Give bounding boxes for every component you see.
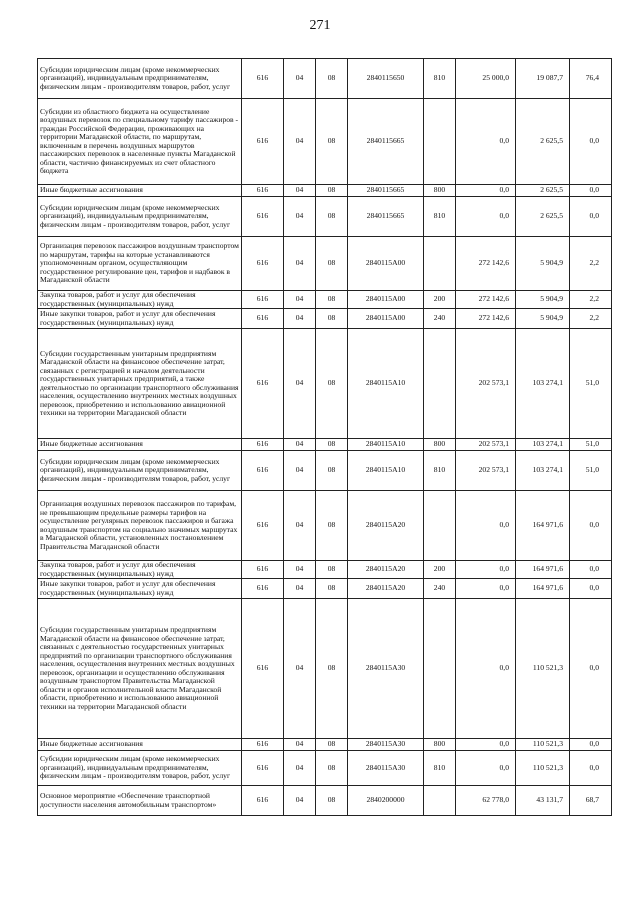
cell-expense-type (424, 329, 456, 439)
cell-target-article: 2840115A20 (348, 579, 424, 599)
cell-percent: 2,2 (570, 237, 612, 291)
table-row (38, 491, 612, 561)
cell-plan: 0,0 (456, 599, 516, 739)
cell-expense-type (424, 599, 456, 739)
cell-expense-type: 810 (424, 451, 456, 491)
table-row (38, 237, 612, 291)
cell-executed: 164 971,6 (516, 579, 570, 599)
cell-percent: 51,0 (570, 329, 612, 439)
cell-executed: 103 274,1 (516, 329, 570, 439)
cell-executed: 103 274,1 (516, 451, 570, 491)
cell-expense-type (424, 491, 456, 561)
cell-vedomstvo: 616 (242, 59, 284, 99)
cell-vedomstvo: 616 (242, 451, 284, 491)
table-row (38, 99, 612, 185)
cell-vedomstvo: 616 (242, 185, 284, 197)
cell-target-article: 2840115A00 (348, 237, 424, 291)
cell-executed: 110 521,3 (516, 599, 570, 739)
row-name: Субсидии государственным унитарным предприятиям Магаданской области на финансовое обеспечение затрат, связанных с регистрацией и началом деятельности государственных унитарных предприятий, а также деятельностью по организации транспортного обслуживания населения, осуществлению внутренних местных воздушных перевозок, приобретению и использованию авиационной техники на территории Магаданской области (38, 329, 242, 439)
row-name: Закупка товаров, работ и услуг для обеспечения государственных (муниципальных) нужд (38, 291, 242, 309)
cell-percent: 2,2 (570, 291, 612, 309)
table-row (38, 59, 612, 99)
row-name: Основное мероприятие «Обеспечение транспортной доступности населения автомобильным транспортом» (38, 786, 242, 816)
cell-executed: 103 274,1 (516, 439, 570, 451)
cell-razdel: 04 (284, 197, 316, 237)
table-row (38, 786, 612, 816)
cell-expense-type: 240 (424, 579, 456, 599)
cell-razdel: 04 (284, 599, 316, 739)
cell-percent: 0,0 (570, 197, 612, 237)
cell-target-article: 2840115A30 (348, 751, 424, 786)
table-row (38, 451, 612, 491)
cell-percent: 0,0 (570, 599, 612, 739)
cell-percent: 0,0 (570, 491, 612, 561)
cell-razdel: 04 (284, 291, 316, 309)
row-name: Субсидии юридическим лицам (кроме некоммерческих организаций), индивидуальным предпринимателям, физическим лицам - производителям товаров, работ, услуг (38, 451, 242, 491)
cell-razdel: 04 (284, 786, 316, 816)
cell-target-article: 2840115A20 (348, 561, 424, 579)
row-name: Иные бюджетные ассигнования (38, 185, 242, 197)
cell-plan: 0,0 (456, 185, 516, 197)
cell-razdel: 04 (284, 561, 316, 579)
cell-plan: 0,0 (456, 751, 516, 786)
cell-podrazdel: 08 (316, 197, 348, 237)
cell-podrazdel: 08 (316, 185, 348, 197)
cell-vedomstvo: 616 (242, 439, 284, 451)
row-name: Субсидии государственным унитарным предприятиям Магаданской области на финансовое обеспечение затрат, связанных с деятельностью государственных унитарных предприятий по организации транспортного обслуживания населения, осуществления внутренних местных воздушных перевозок, организации и осуществлению обслуживания воздушным транспортом Правительства Магаданской области и органов исполнительной власти Магаданской области, приобретению и использованию авиационной техники на территории Магаданской области (38, 599, 242, 739)
cell-percent: 51,0 (570, 451, 612, 491)
cell-executed: 5 904,9 (516, 237, 570, 291)
cell-executed: 2 625,5 (516, 185, 570, 197)
cell-percent: 0,0 (570, 751, 612, 786)
cell-vedomstvo: 616 (242, 291, 284, 309)
cell-plan: 272 142,6 (456, 237, 516, 291)
cell-percent: 0,0 (570, 99, 612, 185)
table-row (38, 561, 612, 579)
cell-target-article: 2840115A00 (348, 291, 424, 309)
cell-expense-type (424, 786, 456, 816)
cell-podrazdel: 08 (316, 451, 348, 491)
cell-percent: 68,7 (570, 786, 612, 816)
cell-target-article: 2840115A10 (348, 451, 424, 491)
cell-razdel: 04 (284, 309, 316, 329)
cell-podrazdel: 08 (316, 491, 348, 561)
cell-executed: 5 904,9 (516, 309, 570, 329)
cell-target-article: 2840115A20 (348, 491, 424, 561)
cell-executed: 164 971,6 (516, 561, 570, 579)
cell-vedomstvo: 616 (242, 329, 284, 439)
cell-expense-type: 200 (424, 291, 456, 309)
cell-podrazdel: 08 (316, 599, 348, 739)
row-name: Субсидии юридическим лицам (кроме некоммерческих организаций), индивидуальным предпринимателям, физическим лицам - производителям товаров, работ, услуг (38, 197, 242, 237)
cell-target-article: 2840115A10 (348, 439, 424, 451)
cell-percent: 2,2 (570, 309, 612, 329)
cell-target-article: 2840115A30 (348, 739, 424, 751)
cell-podrazdel: 08 (316, 439, 348, 451)
cell-vedomstvo: 616 (242, 579, 284, 599)
cell-plan: 272 142,6 (456, 291, 516, 309)
cell-expense-type: 810 (424, 59, 456, 99)
budget-table (37, 58, 612, 816)
cell-target-article: 2840115665 (348, 99, 424, 185)
cell-target-article: 2840200000 (348, 786, 424, 816)
cell-expense-type: 800 (424, 739, 456, 751)
cell-vedomstvo: 616 (242, 197, 284, 237)
table-row (38, 739, 612, 751)
row-name: Субсидии юридическим лицам (кроме некоммерческих организаций), индивидуальным предпринимателям, физическим лицам - производителям товаров, работ, услуг (38, 751, 242, 786)
page-number: 271 (309, 18, 331, 33)
cell-podrazdel: 08 (316, 329, 348, 439)
cell-podrazdel: 08 (316, 99, 348, 185)
row-name: Субсидии из областного бюджета на осуществление воздушных перевозок по специальному тарифу пассажиров - граждан Российской Федерации, проживающих на территории Магаданской области, по маршрутам, включенным в перечень воздушных маршрутов пассажирских перевозок в населенные пункты Магаданской области, частично финансируемых из счет областного бюджета (38, 99, 242, 185)
cell-vedomstvo: 616 (242, 751, 284, 786)
cell-podrazdel: 08 (316, 309, 348, 329)
cell-podrazdel: 08 (316, 291, 348, 309)
cell-executed: 110 521,3 (516, 739, 570, 751)
cell-podrazdel: 08 (316, 561, 348, 579)
cell-razdel: 04 (284, 439, 316, 451)
cell-plan: 202 573,1 (456, 329, 516, 439)
table-body (38, 59, 612, 816)
table-row (38, 599, 612, 739)
cell-plan: 0,0 (456, 739, 516, 751)
cell-razdel: 04 (284, 491, 316, 561)
cell-executed: 5 904,9 (516, 291, 570, 309)
row-name: Иные закупки товаров, работ и услуг для обеспечения государственных (муниципальных) нужд (38, 309, 242, 329)
cell-razdel: 04 (284, 751, 316, 786)
cell-podrazdel: 08 (316, 579, 348, 599)
cell-razdel: 04 (284, 579, 316, 599)
row-name: Организация воздушных перевозок пассажиров по тарифам, не превышающим предельные размеры тарифов на осуществление регулярных перевозок пассажиров и багажа воздушным транспортом на социально значимых маршрутах в Магаданской области, установленных постановлением Правительства Магаданской области (38, 491, 242, 561)
cell-vedomstvo: 616 (242, 739, 284, 751)
cell-percent: 0,0 (570, 185, 612, 197)
cell-plan: 202 573,1 (456, 439, 516, 451)
cell-expense-type (424, 237, 456, 291)
cell-executed: 43 131,7 (516, 786, 570, 816)
cell-expense-type (424, 99, 456, 185)
cell-expense-type: 240 (424, 309, 456, 329)
cell-plan: 0,0 (456, 491, 516, 561)
row-name: Организация перевозок пассажиров воздушным транспортом по маршрутам, тарифы на которые устанавливаются уполномоченным органом, осуществляющим государственное регулирование цен, тарифов и надбавок в Магаданской области (38, 237, 242, 291)
cell-vedomstvo: 616 (242, 99, 284, 185)
cell-razdel: 04 (284, 59, 316, 99)
cell-podrazdel: 08 (316, 786, 348, 816)
table-row (38, 329, 612, 439)
cell-vedomstvo: 616 (242, 237, 284, 291)
table-row (38, 185, 612, 197)
cell-plan: 62 778,0 (456, 786, 516, 816)
row-name: Иные бюджетные ассигнования (38, 439, 242, 451)
table-row (38, 439, 612, 451)
cell-executed: 110 521,3 (516, 751, 570, 786)
table-row (38, 197, 612, 237)
cell-percent: 0,0 (570, 561, 612, 579)
table-row (38, 751, 612, 786)
cell-expense-type: 200 (424, 561, 456, 579)
cell-plan: 202 573,1 (456, 451, 516, 491)
table-row (38, 579, 612, 599)
cell-target-article: 2840115A30 (348, 599, 424, 739)
row-name: Субсидии юридическим лицам (кроме некоммерческих организаций), индивидуальным предпринимателям, физическим лицам - производителям товаров, работ, услуг (38, 59, 242, 99)
table-row (38, 291, 612, 309)
cell-vedomstvo: 616 (242, 599, 284, 739)
cell-percent: 0,0 (570, 739, 612, 751)
table-row (38, 309, 612, 329)
row-name: Закупка товаров, работ и услуг для обеспечения государственных (муниципальных) нужд (38, 561, 242, 579)
cell-plan: 0,0 (456, 579, 516, 599)
cell-vedomstvo: 616 (242, 561, 284, 579)
row-name: Иные закупки товаров, работ и услуг для обеспечения государственных (муниципальных) нужд (38, 579, 242, 599)
cell-plan: 272 142,6 (456, 309, 516, 329)
cell-expense-type: 810 (424, 197, 456, 237)
cell-plan: 0,0 (456, 197, 516, 237)
cell-razdel: 04 (284, 739, 316, 751)
cell-executed: 2 625,5 (516, 197, 570, 237)
cell-podrazdel: 08 (316, 739, 348, 751)
cell-percent: 51,0 (570, 439, 612, 451)
cell-vedomstvo: 616 (242, 491, 284, 561)
cell-plan: 25 000,0 (456, 59, 516, 99)
cell-podrazdel: 08 (316, 237, 348, 291)
cell-expense-type: 810 (424, 751, 456, 786)
cell-razdel: 04 (284, 451, 316, 491)
cell-plan: 0,0 (456, 99, 516, 185)
cell-target-article: 2840115650 (348, 59, 424, 99)
cell-target-article: 2840115A10 (348, 329, 424, 439)
cell-target-article: 2840115665 (348, 197, 424, 237)
cell-executed: 19 087,7 (516, 59, 570, 99)
cell-target-article: 2840115A00 (348, 309, 424, 329)
cell-razdel: 04 (284, 329, 316, 439)
cell-percent: 0,0 (570, 579, 612, 599)
cell-percent: 76,4 (570, 59, 612, 99)
row-name: Иные бюджетные ассигнования (38, 739, 242, 751)
cell-executed: 2 625,5 (516, 99, 570, 185)
cell-podrazdel: 08 (316, 751, 348, 786)
cell-expense-type: 800 (424, 439, 456, 451)
cell-podrazdel: 08 (316, 59, 348, 99)
cell-plan: 0,0 (456, 561, 516, 579)
cell-vedomstvo: 616 (242, 309, 284, 329)
cell-executed: 164 971,6 (516, 491, 570, 561)
cell-expense-type: 800 (424, 185, 456, 197)
cell-razdel: 04 (284, 237, 316, 291)
cell-vedomstvo: 616 (242, 786, 284, 816)
cell-razdel: 04 (284, 99, 316, 185)
cell-razdel: 04 (284, 185, 316, 197)
cell-target-article: 2840115665 (348, 185, 424, 197)
